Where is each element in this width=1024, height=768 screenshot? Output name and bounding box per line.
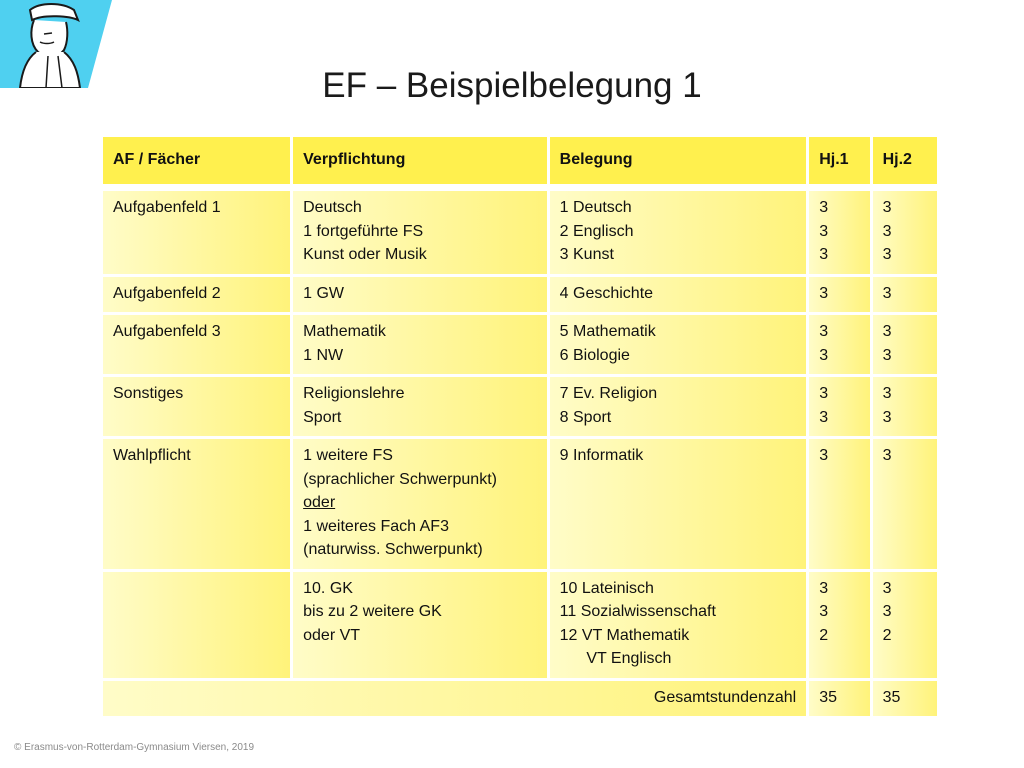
header-verpflichtung: Verpflichtung <box>293 137 547 184</box>
separator-cell <box>873 187 937 188</box>
table-body <box>103 187 937 716</box>
cell-verpflichtung <box>293 377 547 436</box>
cell-hj2 <box>873 377 937 436</box>
cell-line: 11 Sozialwissenschaft <box>559 603 716 620</box>
cell-line: 3 <box>819 579 829 597</box>
cell-line: 3 <box>882 246 892 263</box>
cell-line: 3 <box>819 222 829 240</box>
cell-af <box>103 572 290 678</box>
cell-line: VT Englisch <box>559 650 672 667</box>
cell-line: Kunst oder Musik <box>303 246 427 263</box>
cell-line: (naturwiss. Schwerpunkt) <box>303 541 483 558</box>
cell-line: 9 Informatik <box>559 447 644 464</box>
cell-line: 3 <box>882 284 892 302</box>
cell-verpflichtung <box>293 277 547 313</box>
cell-line: 3 <box>882 447 892 464</box>
cell-line: 8 Sport <box>559 408 612 426</box>
cell-belegung <box>550 377 807 436</box>
cell-line: 1 GW <box>303 284 345 302</box>
cell-verpflichtung <box>293 572 547 678</box>
header-separator <box>103 187 937 188</box>
cell-line: (sprachlicher Schwerpunkt) <box>303 470 497 488</box>
cell-line: Wahlpflicht <box>113 447 191 464</box>
cell-line: 3 <box>819 284 829 302</box>
cell-line: bis zu 2 weitere GK <box>303 603 442 620</box>
table-row <box>103 572 937 678</box>
cell-line: 7 Ev. Religion <box>559 385 658 402</box>
cell-af <box>103 277 290 313</box>
cell-line: 3 <box>819 408 829 426</box>
cell-verpflichtung <box>293 191 547 274</box>
cell-belegung <box>550 277 807 313</box>
course-table-container <box>100 134 940 719</box>
cell-line: 3 <box>882 346 892 364</box>
cell-line: oder VT <box>303 626 361 644</box>
cell-line: 10. GK <box>303 579 353 597</box>
cell-line: 3 <box>882 603 892 620</box>
table-row <box>103 277 937 313</box>
cell-belegung <box>550 315 807 374</box>
table-header-row <box>103 137 937 184</box>
table-row <box>103 315 937 374</box>
cell-hj2 <box>873 191 937 274</box>
separator-cell <box>103 187 290 188</box>
header-belegung: Belegung <box>550 137 807 184</box>
cell-line: 1 NW <box>303 346 344 364</box>
separator-cell <box>550 187 807 188</box>
cell-verpflichtung <box>293 439 547 569</box>
cell-belegung <box>550 191 807 274</box>
cell-line: 1 Deutsch <box>559 199 632 216</box>
cell-af <box>103 191 290 274</box>
cell-line: Deutsch <box>303 199 362 216</box>
total-hj1: 35 <box>809 681 869 717</box>
cell-line: 1 fortgeführte FS <box>303 222 424 240</box>
cell-line: 3 <box>819 246 829 263</box>
cell-af <box>103 439 290 569</box>
cell-hj1 <box>809 572 869 678</box>
cell-hj2 <box>873 572 937 678</box>
cell-line: Aufgabenfeld 3 <box>113 323 221 340</box>
cell-line: 3 <box>882 222 892 240</box>
cell-line: 3 <box>819 447 829 464</box>
total-label: Gesamtstundenzahl <box>103 681 806 717</box>
cell-hj2 <box>873 277 937 313</box>
cell-line: Sonstiges <box>113 385 184 402</box>
copyright-footer: © Erasmus-von-Rotterdam-Gymnasium Viersen, 2019 <box>14 742 255 753</box>
cell-line: 3 Kunst <box>559 246 614 263</box>
cell-line: Religionslehre <box>303 385 405 402</box>
header-af-faecher: AF / Fächer <box>103 137 290 184</box>
cell-line: 1 weitere FS <box>303 447 393 464</box>
slide-title: EF – Beispielbelegung 1 <box>322 66 702 105</box>
cell-hj2 <box>873 315 937 374</box>
cell-af <box>103 377 290 436</box>
cell-line: 10 Lateinisch <box>559 579 654 597</box>
cell-hj2 <box>873 439 937 569</box>
cell-line: 3 <box>882 408 892 426</box>
cell-hj1 <box>809 191 869 274</box>
cell-line: 4 Geschichte <box>559 284 654 302</box>
cell-line: 2 <box>819 626 829 644</box>
cell-belegung <box>550 439 807 569</box>
cell-line: 12 VT Mathematik <box>559 626 690 644</box>
table-row <box>103 377 937 436</box>
cell-line: Mathematik <box>303 323 386 340</box>
cell-hj1 <box>809 277 869 313</box>
cell-line: 3 <box>819 323 829 340</box>
header-hj1: Hj.1 <box>809 137 869 184</box>
cell-line: 3 <box>819 603 829 620</box>
cell-line: Sport <box>303 408 342 426</box>
cell-line: 3 <box>819 199 829 216</box>
cell-line: 1 weiteres Fach AF3 <box>303 517 449 535</box>
cell-line: 6 Biologie <box>559 346 630 364</box>
cell-line: 3 <box>819 346 829 364</box>
cell-line: 3 <box>882 579 892 597</box>
total-row <box>103 681 937 717</box>
cell-belegung <box>550 572 807 678</box>
cell-hj1 <box>809 315 869 374</box>
cell-line: Aufgabenfeld 2 <box>113 284 221 302</box>
cell-line: Aufgabenfeld 1 <box>113 199 221 216</box>
cell-hj1 <box>809 377 869 436</box>
cell-line: 2 Englisch <box>559 222 634 240</box>
course-table <box>100 134 940 719</box>
cell-hj1 <box>809 439 869 569</box>
cell-line: 3 <box>882 385 892 402</box>
total-hj2: 35 <box>873 681 937 717</box>
separator-cell <box>809 187 869 188</box>
cell-line: 3 <box>882 323 892 340</box>
cell-line: 2 <box>882 626 892 644</box>
table-row <box>103 191 937 274</box>
cell-af <box>103 315 290 374</box>
cell-line: 5 Mathematik <box>559 323 656 340</box>
header-hj2: Hj.2 <box>873 137 937 184</box>
separator-cell <box>293 187 547 188</box>
cell-line: 3 <box>882 199 892 216</box>
cell-verpflichtung <box>293 315 547 374</box>
table-row <box>103 439 937 569</box>
cell-line: 3 <box>819 385 829 402</box>
cell-line: oder <box>303 494 336 511</box>
